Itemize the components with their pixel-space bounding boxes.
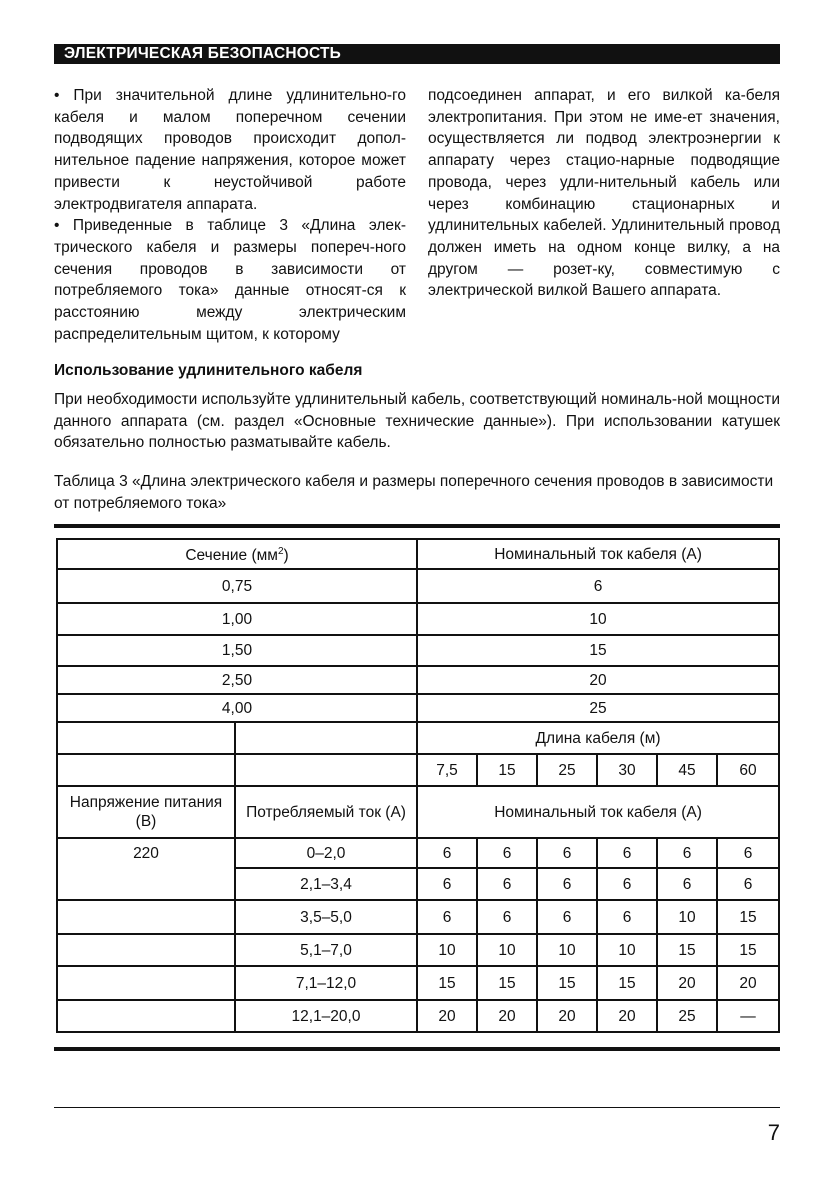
bottom-rule	[54, 1047, 780, 1051]
value-cell: —	[717, 1000, 779, 1032]
value-cell: 6	[537, 868, 597, 900]
right-text-column	[428, 85, 780, 302]
value-cell: 6	[417, 868, 477, 900]
section-cell: 4,00	[57, 694, 417, 722]
value-cell: 6	[477, 838, 537, 868]
top-rule	[54, 524, 780, 528]
length-cell: 15	[477, 754, 537, 786]
voltage-cell	[57, 934, 235, 966]
empty-cell	[235, 754, 417, 786]
section-row	[57, 569, 779, 603]
rated-current-label: Номинальный ток кабеля (А)	[417, 786, 779, 838]
value-cell: 10	[477, 934, 537, 966]
value-cell: 6	[597, 900, 657, 934]
value-cell: 6	[657, 838, 717, 868]
section-cell: 1,00	[57, 603, 417, 635]
value-cell: 6	[477, 900, 537, 934]
page-number: 7	[767, 1120, 780, 1145]
section-header-text: Сечение (мм	[185, 547, 278, 565]
section-current-cell: 10	[417, 603, 779, 635]
section-title: ЭЛЕКТРИЧЕСКАЯ БЕЗОПАСНОСТЬ	[64, 45, 342, 62]
bullet-paragraph: • При значительной длине удлинительно-го кабеля и малом поперечном сечении подводящих проводов происходит допол-нительное падение напряжения, которое может привести к неустойчивой работе электродвигателя аппарата.	[54, 87, 406, 213]
value-cell: 20	[597, 1000, 657, 1032]
value-cell: 10	[537, 934, 597, 966]
value-cell: 25	[657, 1000, 717, 1032]
section-header-close: )	[283, 547, 289, 565]
value-cell: 6	[717, 838, 779, 868]
empty-cell	[235, 722, 417, 754]
value-cell: 6	[597, 838, 657, 868]
length-cell: 30	[597, 754, 657, 786]
section-row	[57, 666, 779, 694]
length-cell: 45	[657, 754, 717, 786]
value-cell: 6	[597, 868, 657, 900]
length-cell: 7,5	[417, 754, 477, 786]
voltage-cell	[57, 1000, 235, 1032]
section-current-cell: 6	[417, 569, 779, 603]
current-range-cell: 5,1–7,0	[235, 934, 417, 966]
data-row	[57, 838, 779, 868]
length-cell: 25	[537, 754, 597, 786]
cable-table	[56, 538, 780, 1033]
value-cell: 20	[537, 1000, 597, 1032]
value-cell: 6	[477, 868, 537, 900]
value-cell: 15	[477, 966, 537, 1000]
section-current-cell: 15	[417, 635, 779, 666]
voltage-cell	[57, 900, 235, 934]
value-cell: 15	[537, 966, 597, 1000]
data-row	[57, 934, 779, 966]
value-cell: 15	[717, 900, 779, 934]
value-cell: 20	[417, 1000, 477, 1032]
section-row	[57, 603, 779, 635]
value-cell: 20	[657, 966, 717, 1000]
table-caption: Таблица 3 «Длина электрического кабеля и размеры поперечного сечения проводов в зависимости от потребляемого тока»	[54, 473, 774, 512]
value-cell: 15	[597, 966, 657, 1000]
length-cell: 60	[717, 754, 779, 786]
section-cell: 2,50	[57, 666, 417, 694]
empty-cell	[57, 722, 235, 754]
section-current-cell: 20	[417, 666, 779, 694]
bullet-paragraph: • Приведенные в таблице 3 «Длина элек-трического кабеля и размеры попереч-ного сечения проводов в зависимости от потребляемого тока» данные относят-ся к расстоянию между электрическим распределительным щитом, к которому	[54, 217, 406, 343]
footer-rule	[54, 1107, 780, 1108]
value-cell: 10	[417, 934, 477, 966]
value-cell: 20	[477, 1000, 537, 1032]
value-cell: 20	[717, 966, 779, 1000]
value-cell: 10	[597, 934, 657, 966]
current-range-cell: 0–2,0	[235, 838, 417, 868]
data-row	[57, 1000, 779, 1032]
current-range-cell: 2,1–3,4	[235, 868, 417, 900]
subheading: Использование удлинительного кабеля	[54, 362, 363, 379]
current-range-cell: 7,1–12,0	[235, 966, 417, 1000]
cable-length-values-row	[57, 754, 779, 786]
value-cell: 6	[417, 900, 477, 934]
cable-length-label-row	[57, 722, 779, 754]
cable-length-label: Длина кабеля (м)	[417, 722, 779, 754]
voltage-cell: 220	[57, 838, 235, 868]
section-header-cell	[57, 539, 417, 569]
section-header-bar	[54, 44, 780, 64]
intro-paragraph: При необходимости используйте удлинительный кабель, соответствующий номиналь-ной мощности данного аппарата (см. раздел «Основные технические данные»). При использовании катушек обязательно полностью разматывайте кабель.	[54, 391, 780, 452]
left-text-column	[54, 85, 406, 345]
subheader-row	[57, 786, 779, 838]
section-header-sup: 2	[277, 546, 284, 558]
empty-cell	[57, 754, 235, 786]
voltage-cell	[57, 966, 235, 1000]
section-cell: 1,50	[57, 635, 417, 666]
value-cell: 15	[717, 934, 779, 966]
section-row	[57, 694, 779, 722]
consumed-current-label: Потребляемый ток (А)	[235, 786, 417, 838]
table-header-row	[57, 539, 779, 569]
value-cell: 6	[537, 900, 597, 934]
section-row	[57, 635, 779, 666]
value-cell: 6	[717, 868, 779, 900]
data-row	[57, 868, 779, 900]
value-cell: 6	[537, 838, 597, 868]
data-row	[57, 966, 779, 1000]
current-range-cell: 3,5–5,0	[235, 900, 417, 934]
voltage-cell	[57, 868, 235, 900]
value-cell: 6	[657, 868, 717, 900]
section-cell: 0,75	[57, 569, 417, 603]
value-cell: 6	[417, 838, 477, 868]
data-row	[57, 900, 779, 934]
voltage-label: Напряжение питания (В)	[57, 786, 235, 838]
value-cell: 10	[657, 900, 717, 934]
current-range-cell: 12,1–20,0	[235, 1000, 417, 1032]
value-cell: 15	[417, 966, 477, 1000]
value-cell: 15	[657, 934, 717, 966]
rated-current-header-cell: Номинальный ток кабеля (А)	[417, 539, 779, 569]
section-current-cell: 25	[417, 694, 779, 722]
continued-paragraph: подсоединен аппарат, и его вилкой ка-беля электропитания. При этом не име-ет значения, осуществляется ли подвод электроэнергии к аппарату через стацио-нарные подводящие провода, через удли-нительный кабель или через комбинацию стационарных и удлинительных кабелей. Удлинительный провод должен иметь на одном конце вилку, а на другом — розет-ку, совместимую с электрической вилкой Вашего аппарата.	[428, 87, 780, 300]
